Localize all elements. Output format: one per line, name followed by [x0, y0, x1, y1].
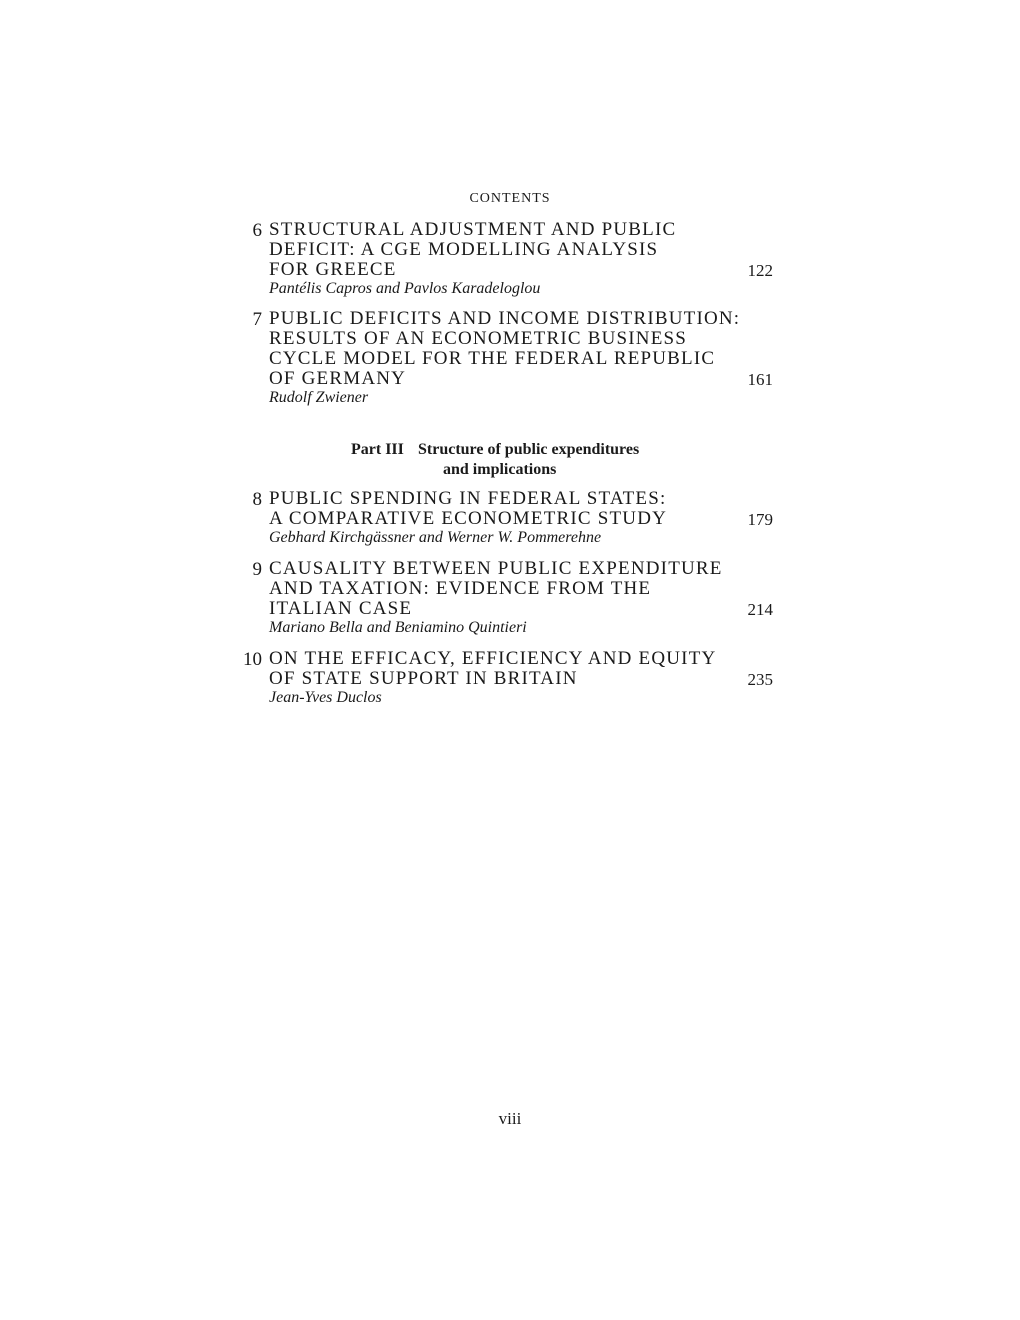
chapter-number: 7 [252, 309, 262, 330]
chapter-title-line: ITALIAN CASE [269, 598, 413, 619]
part-title-continued: and implications [443, 461, 557, 478]
chapter-title-line: AND TAXATION: EVIDENCE FROM THE [269, 578, 652, 599]
page-number: 235 [747, 670, 773, 689]
chapter-authors: Jean-Yves Duclos [269, 689, 382, 706]
chapter-title-line: PUBLIC DEFICITS AND INCOME DISTRIBUTION: [269, 308, 741, 329]
part-label: Part III [351, 441, 404, 458]
chapter-title-line: PUBLIC SPENDING IN FEDERAL STATES: [269, 488, 667, 509]
chapter-number: 8 [252, 489, 262, 510]
page-number: 179 [747, 510, 773, 529]
chapter-authors: Mariano Bella and Beniamino Quintieri [269, 619, 527, 636]
chapter-title-line: ON THE EFFICACY, EFFICIENCY AND EQUITY [269, 648, 717, 669]
chapter-authors: Rudolf Zwiener [269, 389, 369, 406]
chapter-title-line: RESULTS OF AN ECONOMETRIC BUSINESS [269, 328, 688, 349]
chapter-number: 10 [243, 649, 262, 670]
chapter-title-line: OF STATE SUPPORT IN BRITAIN [269, 668, 578, 689]
chapter-title-line: DEFICIT: A CGE MODELLING ANALYSIS [269, 239, 659, 260]
chapter-title-line: STRUCTURAL ADJUSTMENT AND PUBLIC [269, 219, 677, 240]
running-head: CONTENTS [469, 191, 551, 206]
chapter-title-line: OF GERMANY [269, 368, 407, 389]
chapter-title-line: FOR GREECE [269, 259, 397, 280]
chapter-authors: Gebhard Kirchgässner and Werner W. Pommerehne [269, 529, 602, 546]
chapter-title-line: A COMPARATIVE ECONOMETRIC STUDY [269, 508, 668, 529]
chapter-authors: Pantélis Capros and Pavlos Karadeloglou [269, 280, 541, 297]
page-number: 161 [747, 370, 773, 389]
chapter-number: 6 [252, 220, 262, 241]
page-folio: viii [498, 1109, 522, 1128]
chapter-title-line: CYCLE MODEL FOR THE FEDERAL REPUBLIC [269, 348, 716, 369]
part-title: Structure of public expenditures [418, 441, 640, 458]
page-number: 122 [747, 261, 773, 280]
page-number: 214 [747, 600, 773, 619]
chapter-number: 9 [252, 559, 262, 580]
chapter-title-line: CAUSALITY BETWEEN PUBLIC EXPENDITURE [269, 558, 723, 579]
